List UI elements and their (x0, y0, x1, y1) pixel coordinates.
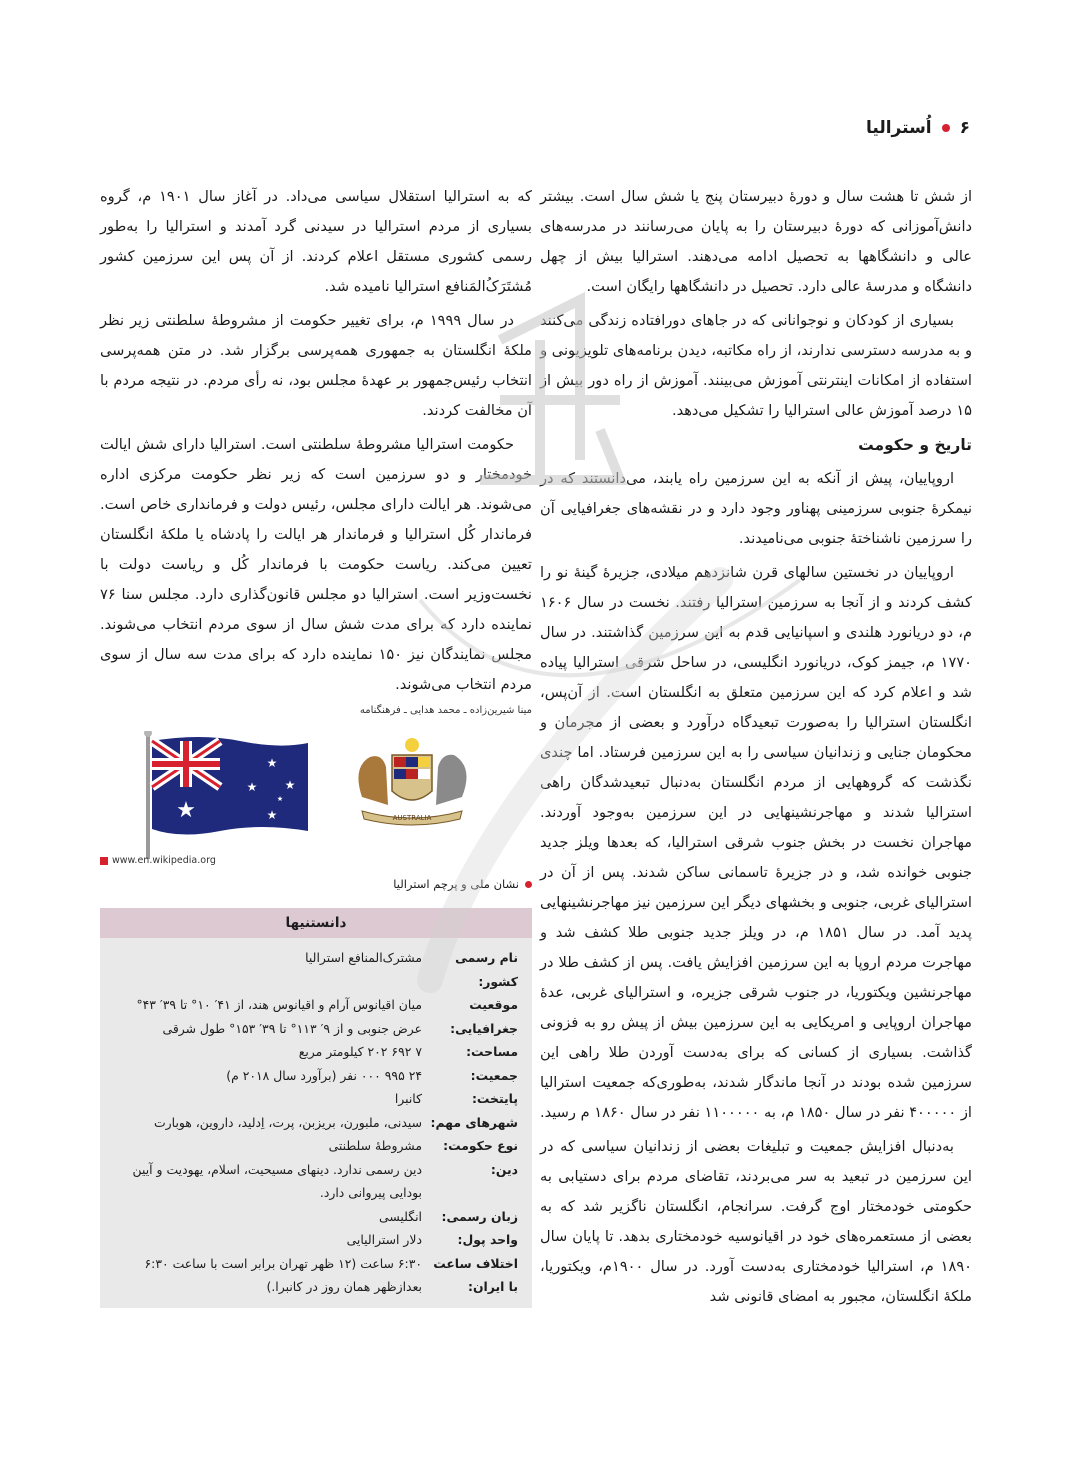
svg-text:★: ★ (276, 795, 284, 803)
coat-banner-text: AUSTRALIA (392, 814, 432, 822)
header-dot-icon (942, 124, 950, 132)
left-column (100, 182, 532, 704)
paragraph: به‌دنبال افزایش جمعیت و تبلیغات بعضی از زندانیان سیاسی که در این سرزمین در تبعید به سر می‌بردند، تقاضای مردم برای دستیابی به حکومتی خودمختار اوج گرفت. سرانجام، انگلستان ناگزیر شد که به بعضی از مستعمره‌های خود در اقیانوسیه خودمختاری بدهد. تا پایان سال ۱۸۹۰ م، استرالیا خودمختاری به‌دست آورد. در سال ۱۹۰۰م، ویکتوریا، ملکهٔ انگلستان، مجبور به امضای قانونی شد (540, 1138, 973, 1305)
svg-text:★: ★ (246, 780, 258, 794)
image-area (100, 705, 532, 895)
fact-value: ۲۴ ۹۹۵ ۰۰۰ نفر (برآورد سال ۲۰۱۸ م) (226, 1067, 422, 1083)
coat-of-arms-icon (342, 727, 482, 837)
page-header (866, 118, 970, 138)
paragraph: از شش تا هشت سال و دورهٔ دبیرستان پنج یا شش سال است. بیشتر دانش‌آموزانی که دورهٔ دبیرستان را به پایان می‌رسانند در مدرسه‌های عالی و دانشگاهها به تحصیل ادامه می‌دهند. استرالیا بیش از چهل دانشگاه و مدرسهٔ عالی دارد. تحصیل در دانشگاهها رایگان است. (540, 188, 972, 295)
fact-row (114, 1252, 518, 1299)
facts-title: دانستنیها (100, 908, 532, 938)
paragraph: بسیاری از کودکان و نوجوانانی که در جاهای دورافتاده زندگی می‌کنند و به مدرسه دسترسی ندارند، از راه مکاتبه، دیدن برنامه‌های تلویزیونی و استفاده از امکانات اینترنتی آموزش می‌بینند. آموزش از راه دور بیش از ۱۵ درصد آموزش عالی استرالیا را تشکیل می‌دهد. (540, 312, 972, 419)
fact-key: جمعیت: (470, 1067, 518, 1083)
fact-value: ۷ ۶۹۲ ۲۰۲ کیلومتر مربع (298, 1044, 422, 1059)
paragraph: اروپاییان در نخستین سالهای قرن شانزدهم میلادی، جزیرهٔ گینهٔ نو را کشف کردند و از آنجا به سرزمین استرالیا رفتند. نخست در سال ۱۶۰۶ م، دو دریانورد هلندی و اسپانیایی قدم به این سرزمین گذاشتند. در سال ۱۷۷۰ م، جیمز کوک، دریانورد انگلیسی، در ساحل شرقی استرالیا پیاده شد و اعلام کرد که این سرزمین متعلق به انگلستان است. از آن‌پس، انگلستان استرالیا را به‌صورت تبعیدگاه درآورد و بعضی از مجرمان و محکومان جنایی و زندانیان سیاسی را به این سرزمین فرستاد. اما چندی نگذشت که گروههایی از مردم انگلستان به‌دنبال تبعیدشدگان راهی استرالیا شدند و مهاجرنشینهایی در این سرزمین به‌وجود آوردند. مهاجران نخست در بخش جنوب شرقی استرالیا، که بعدها ویلز جدید جنوبی خوانده شد، و در جزیرهٔ تاسمانی ساکن شدند. پس از آن در استرالیای غربی، جنوبی و بخشهای دیگر این سرزمین نیز مهاجرنشینهایی پدید آمد. در سال ۱۸۵۱ م، در ویلز جدید جنوبی طلا کشف شد و مهاجرت مردم اروپا به این سرزمین افزایش یافت. پس از کشف طلا در مهاجرنشین ویکتوریا، در جنوب شرقی جزیره، و استرالیای غربی، عدهٔ مهاجران اروپایی و امریکایی به این سرزمین بیش از پیش رو به فزونی گذاشت. بسیاری از کسانی که برای به‌دست آوردن طلا راهی این سرزمین شده بودند در آنجا ماندگار شدند، به‌طوری‌که جمعیت استرالیا از ۴۰۰۰۰۰ نفر در سال ۱۸۵۰ م، به ۱۱۰۰۰۰۰ نفر در سال ۱۸۶۰ م رسید. (539, 564, 972, 1121)
caption-dot-icon (525, 881, 532, 888)
fact-value: سیدنی، ملبورن، بریزبن، پرت، اِدلید، داروین، هوبارت (154, 1114, 422, 1130)
fact-key: موقعیت جغرافیایی: (450, 997, 518, 1036)
fact-row (114, 1064, 518, 1088)
section-title: تاریخ و حکومت (858, 436, 972, 454)
fact-row (114, 1111, 518, 1135)
fact-key: زبان رسمی: (441, 1208, 518, 1224)
fact-row (114, 1134, 518, 1158)
fact-row (114, 993, 518, 1040)
svg-text:★: ★ (176, 798, 196, 823)
image-source (100, 855, 216, 866)
paragraph: که به استرالیا استقلال سیاسی می‌داد. در آغاز سال ۱۹۰۱ م، گروه بسیاری از مردم استرالیا در سیدنی گرد آمدند و استرالیا را به‌طور رسمی کشوری مستقل اعلام کردند. از آن پس این سرزمین کشور مُشتَرَکُ‌المَنافع استرالیا نامیده شد. (100, 188, 532, 295)
fact-key: اختلاف ساعت با ایران: (433, 1255, 518, 1294)
fact-row (114, 1205, 518, 1229)
fact-row (114, 1040, 518, 1064)
fact-key: مساحت: (466, 1044, 518, 1059)
fact-value: ۶:۳۰ ساعت (۱۲ ظهر تهران برابر است با ساعت ۶:۳۰ بعدازظهر همان روز در کانبرا.) (144, 1255, 422, 1294)
paragraph: اروپاییان، پیش از آنکه به این سرزمین راه یابند، می‌دانستند که در نیمکرهٔ جنوبی سرزمینی پهناور وجود دارد و در نقشه‌های جغرافیایی آن را سرزمین ناشناختهٔ جنوبی می‌نامیدند. (540, 470, 972, 547)
australian-flag-icon (140, 731, 310, 859)
fact-value: میان اقیانوس آرام و اقیانوس هند، از ۴۱′ ۱۰° تا ۳۹′ ۴۳° عرض جنوبی و از ۹′ ۱۱۳° تا ۳۹′ ۱۵۳° طول شرقی (136, 997, 422, 1036)
fact-row (114, 1087, 518, 1111)
fact-key: نام رسمی کشور: (455, 950, 518, 989)
svg-text:★: ★ (266, 808, 278, 822)
fact-row (114, 1228, 518, 1252)
source-mark-icon (100, 857, 108, 865)
svg-text:★: ★ (266, 756, 278, 770)
paragraph: در سال ۱۹۹۹ م، برای تغییر حکومت از مشروطهٔ سلطنتی زیر نظر ملکهٔ انگلستان به جمهوری همه‌پرسی برگزار شد. در متن همه‌پرسی انتخاب رئیس‌جمهور بر عهدهٔ مجلس بود، نه رأی مردم. در نتیجه مردم با آن مخالفت کردند. (100, 312, 532, 419)
fact-row (114, 1158, 518, 1205)
image-caption (393, 877, 532, 891)
fact-key: واحد پول: (457, 1232, 518, 1247)
right-column (540, 182, 972, 1316)
facts-box (100, 908, 532, 1308)
caption-text: نشان ملی و پرچم استرالیا (393, 877, 519, 891)
fact-value: دلار استرالیایی (346, 1232, 422, 1247)
paragraph: حکومت استرالیا مشروطهٔ سلطنتی است. استرالیا دارای شش ایالت خودمختار و دو سرزمین است که زیر نظر حکومت مرکزی اداره می‌شوند. هر ایالت دارای مجلس، رئیس دولت و فرمانداری خاص است. فرماندار کُل استرالیا و فرماندار هر ایالت را پادشاه یا ملکهٔ انگلستان تعیین می‌کند. ریاست حکومت با فرماندار کُل و ریاست دولت با نخست‌وزیر است. استرالیا دو مجلس قانون‌گذاری دارد. مجلس سنا ۷۶ نماینده دارد که برای مدت شش سال از سوی مردم انتخاب می‌شوند. مجلس نمایندگان نیز ۱۵۰ نماینده دارد که برای مدت سه سال از سوی مردم انتخاب می‌شوند. (100, 436, 532, 693)
fact-value: انگلیسی (379, 1208, 422, 1224)
page-title: اُسترالیا (866, 118, 932, 138)
fact-value: مشروطهٔ سلطنتی (328, 1138, 422, 1153)
fact-value: دین رسمی ندارد. دینهای مسیحیت، اسلام، یهودیت و آیین بودایی پیروانی دارد. (132, 1161, 422, 1200)
fact-key: پایتخت: (471, 1091, 518, 1106)
fact-value: کانبرا (394, 1091, 422, 1106)
fact-row (114, 946, 518, 993)
image-credit: مینا شیرین‌زاده ـ محمد هدایی ـ فرهنگنامه (359, 705, 532, 716)
page-number: ۶ (959, 118, 970, 138)
fact-value: مشترک‌المنافع استرالیا (305, 950, 422, 965)
svg-text:★: ★ (284, 778, 296, 792)
fact-key: نوع حکومت: (443, 1138, 518, 1153)
fact-key: دین: (490, 1161, 518, 1177)
facts-body (100, 938, 532, 1307)
fact-key: شهرهای مهم: (430, 1114, 518, 1130)
source-url: www.en.wikipedia.org (112, 855, 216, 866)
